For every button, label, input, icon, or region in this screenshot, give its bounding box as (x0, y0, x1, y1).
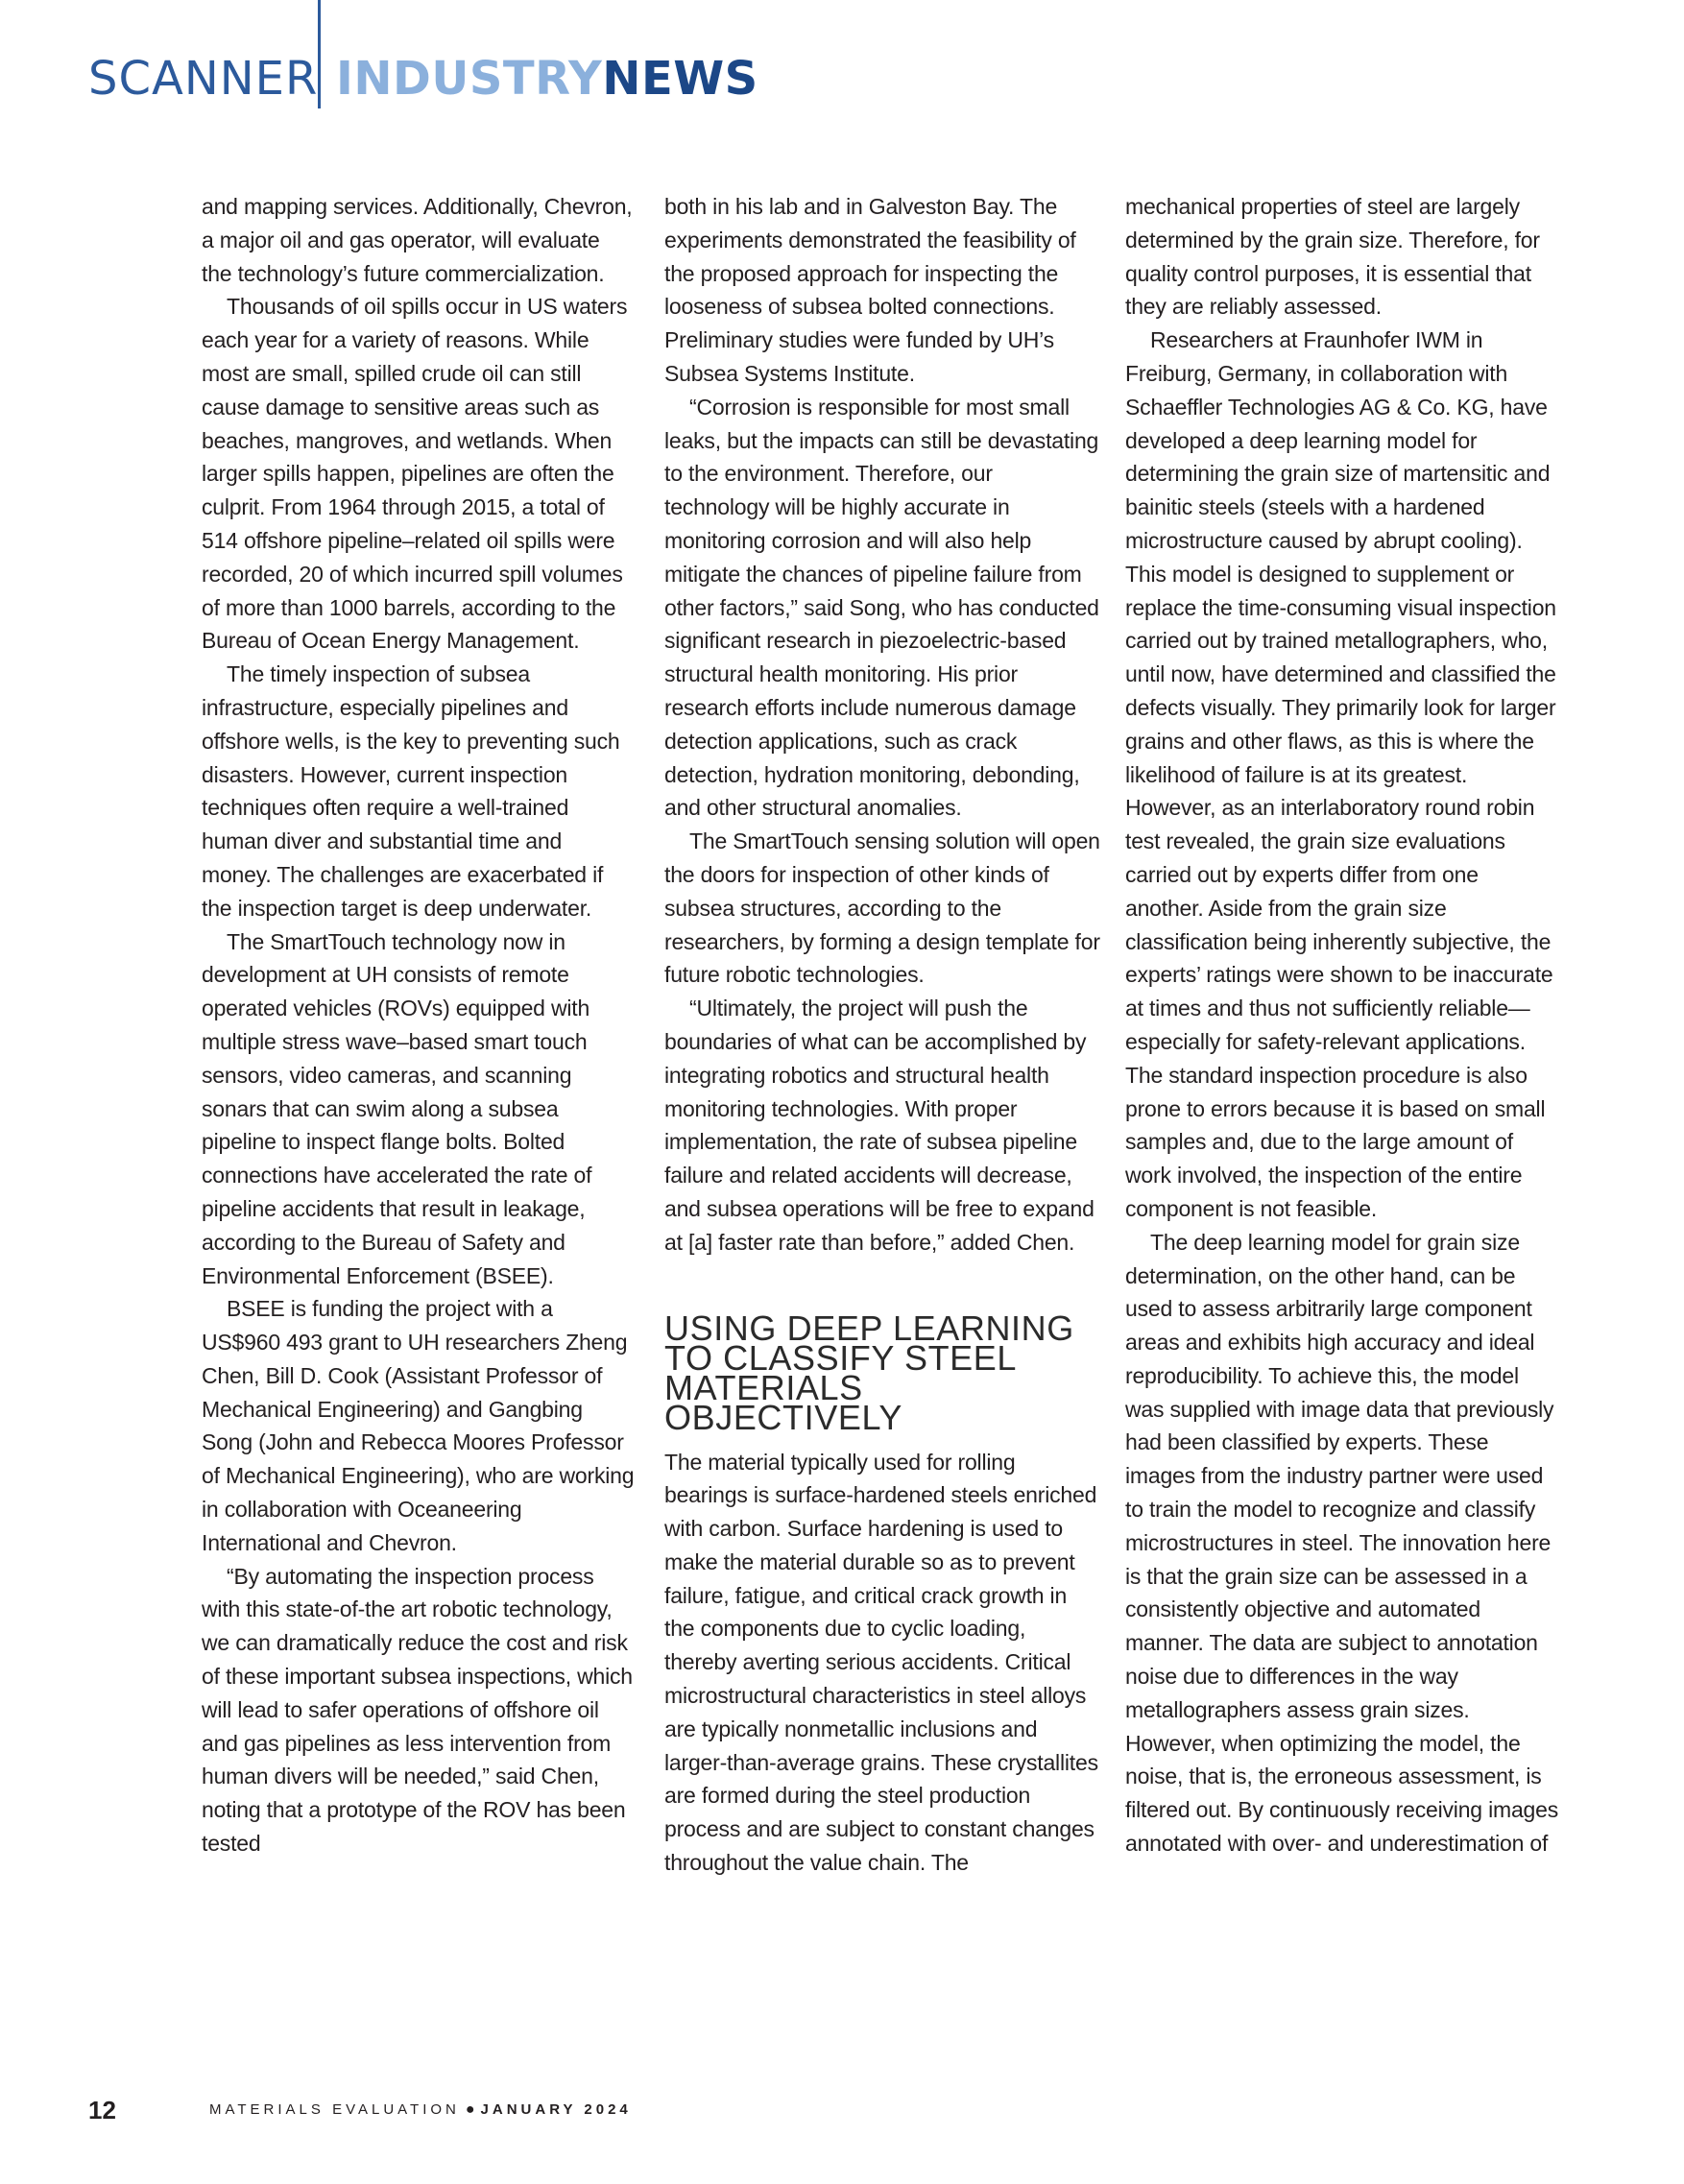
paragraph: The SmartTouch sensing solution will open the doors for inspection of other kinds of subsea structures, according to the researchers, by forming a design template for future robotic technologies. (664, 828, 1100, 988)
issue-date: JANUARY 2024 (480, 2101, 632, 2118)
paragraph: The timely inspection of subsea infrastructure, especially pipelines and offshore wells, is the key to preventing such disasters. However, current inspection techniques often require a well-trained human diver and substantial time and money. The challenges are exacerbated if the inspection target is deep underwater. (202, 661, 620, 921)
section-label: SCANNER (88, 52, 319, 106)
paragraph: BSEE is funding the project with a US$960 493 grant to UH researchers Zheng Chen, Bill D. Cook (Assistant Professor of Mechanical Engineering) and Gangbing Song (John and Rebecca Moores Professor of Mechanical Engineering), who are working in collaboration with Oceaneering International and Chevron. (202, 1296, 635, 1555)
paragraph: Researchers at Fraunhofer IWM in Freiburg, Germany, in collaboration with Schaeffler Technologies AG & Co. KG, have developed a deep learning model for determining the grain size of martensitic and bainitic steels (steels with a hardened microstructure caused by abrupt cooling). This model is designed to supplement or replace the time-consuming visual inspection carried out by trained metallographers, who, until now, have determined and classified the defects visually. They primarily look for larger grains and other flaws, as this is where the likelihood of failure is at its greatest. However, as an interlaboratory round robin test revealed, the grain size evaluations carried out by experts differ from one another. Aside from the grain size classification being inherently subjective, the experts’ ratings were shown to be inaccurate at times and thus not sufficiently reliable—especially for safety-relevant applications. The standard inspection procedure is also prone to errors because it is based on small samples and, due to the large amount of work involved, the inspection of the entire component is not feasible. (1125, 327, 1556, 1221)
section-spacer (664, 1260, 1102, 1313)
section-heading: USING DEEP LEARNING TO CLASSIFY STEEL MATERIALS OBJECTIVELY (664, 1308, 1074, 1437)
section-title (336, 52, 758, 106)
paragraph: mechanical properties of steel are largely determined by the grain size. Therefore, for quality control purposes, it is essential that they are reliably assessed. (1125, 194, 1540, 320)
paragraph: The material typically used for rolling bearings is surface-hardened steels enriched with carbon. Surface hardening is used to make the material durable so as to prevent failure, fatigue, and critical crack growth in the components due to cyclic loading, thereby averting serious accidents. Critical microstructural characteristics in steel alloys are typically nonmetallic inclusions and larger-than-average grains. These crystallites are formed during the steel production process and are subject to constant changes throughout the value chain. The (664, 1449, 1098, 1876)
paragraph: The SmartTouch technology now in development at UH consists of remote operated vehicles (ROVs) equipped with multiple stress wave–based smart touch sensors, video cameras, and scanning sonars that can swim along a subsea pipeline to inspect flange bolts. Bolted connections have accelerated the rate of pipeline accidents that result in leakage, according to the Bureau of Safety and Environmental Enforcement (BSEE). (202, 928, 592, 1288)
section-title-industry: INDUSTRY (336, 52, 603, 106)
section-title-news: NEWS (602, 52, 758, 106)
article-column-2 (664, 190, 1102, 1880)
paragraph: “Ultimately, the project will push the boundaries of what can be accomplished by integrating robotics and structural health monitoring technologies. With proper implementation, the rate of subsea pipeline failure and related accidents will decrease, and subsea operations will be free to expand at [a] faster rate than before,” added Chen. (664, 996, 1095, 1255)
header-divider (318, 0, 321, 108)
page-number: 12 (88, 2096, 116, 2124)
article-column-3 (1125, 190, 1559, 1860)
paragraph: and mapping services. Additionally, Chevron, a major oil and gas operator, will evaluate the technology’s future commercialization. (202, 194, 633, 286)
paragraph: The deep learning model for grain size determination, on the other hand, can be used to assess arbitrarily large component areas and exhibits high accuracy and ideal reproducibility. To achieve this, the model was supplied with image data that previously had been classified by experts. These images from the industry partner were used to train the model to recognize and classify microstructures in steel. The innovation here is that the grain size can be assessed in a consistently objective and automated manner. The data are subject to annotation noise due to differences in the way metallographers assess grain sizes. However, when optimizing the model, the noise, that is, the erroneous assessment, is filtered out. By continuously receiving images annotated with over- and underestimation of (1125, 1229, 1559, 1857)
article-column-1 (202, 190, 636, 1860)
paragraph: Thousands of oil spills occur in US waters each year for a variety of reasons. While most are small, spilled crude oil can still cause damage to sensitive areas such as beaches, mangroves, and wetlands. When larger spills happen, pipelines are often the culprit. From 1964 through 2015, a total of 514 offshore pipeline–related oil spills were recorded, 20 of which incurred spill volumes of more than 1000 barrels, according to the Bureau of Ocean Energy Management. (202, 294, 628, 654)
bullet-separator: ● (465, 2101, 475, 2118)
magazine-name: MATERIALS EVALUATION (209, 2101, 460, 2118)
running-footer (209, 2101, 632, 2119)
paragraph: “By automating the inspection process with this state-of-the art robotic technology, we can dramatically reduce the cost and risk of these important subsea inspections, which will lead to safer operations of offshore oil and gas pipelines as less intervention from human divers will be needed,” said Chen, noting that a prototype of the ROV has been tested (202, 1563, 633, 1857)
paragraph: “Corrosion is responsible for most small leaks, but the impacts can still be devastating to the environment. Therefore, our technology will be highly accurate in monitoring corrosion and will also help mitigate the chances of pipeline failure from other factors,” said Song, who has conducted significant research in piezoelectric-based structural health monitoring. His prior research efforts include numerous damage detection applications, such as crack detection, hydration monitoring, debonding, and other structural anomalies. (664, 394, 1099, 821)
paragraph: both in his lab and in Galveston Bay. The experiments demonstrated the feasibility of the proposed approach for inspecting the looseness of subsea bolted connections. Preliminary studies were funded by UH’s Subsea Systems Institute. (664, 194, 1076, 386)
